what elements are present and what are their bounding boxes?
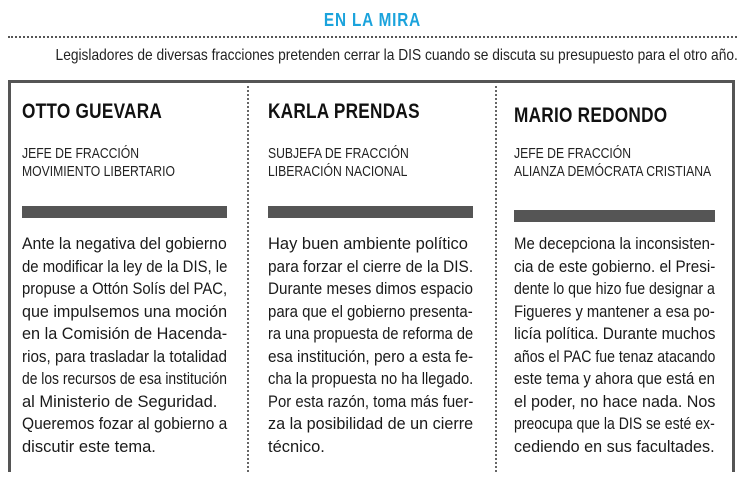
quote-line: al Ministerio de Seguridad.	[22, 392, 218, 411]
quote-line: ra una propuesta de reforma de	[268, 325, 474, 343]
quote-line: Por esta razón, toma más fuer-	[268, 392, 474, 411]
quote-line: de modificar la ley de la DIS, le	[22, 257, 228, 276]
quote-line: Hay buen ambiente político	[268, 235, 468, 253]
quote-line: Me decepciona la inconsisten-	[514, 235, 715, 253]
legislator-name: OTTO GUEVARA	[22, 100, 163, 123]
quote-line: de los recursos de esa institución	[22, 370, 227, 388]
role-party: LIBERACIÓN NACIONAL	[268, 164, 408, 180]
column-divider-1	[247, 86, 249, 472]
section-title: EN LA MIRA	[323, 10, 422, 30]
quote-line: cia de este gobierno. el Presi-	[514, 257, 716, 276]
quote-line: propuse a Ottón Solís del PAC,	[22, 280, 228, 298]
quote-line: el poder, no hace nada. Nos	[514, 392, 716, 411]
quote-line: cediendo en sus facultades.	[514, 437, 715, 456]
quote-line: técnico.	[268, 437, 325, 456]
role-title: JEFE DE FRACCIÓN	[22, 146, 140, 162]
quote-line: licía política. Durante muchos	[514, 325, 716, 343]
quote-line: Durante meses dimos espacio	[268, 280, 473, 298]
quote-text	[514, 233, 715, 458]
separator-bar	[268, 206, 473, 218]
subtitle-text: Legisladores de diversas fracciones pretenden cerrar la DIS cuando se discuta su presupuesto para el otro año.	[55, 47, 738, 64]
quote-line: discutir este tema.	[22, 437, 156, 456]
legislator-name: MARIO REDONDO	[514, 104, 668, 127]
separator-bar	[514, 210, 715, 222]
role-party: MOVIMIENTO LIBERTARIO	[22, 164, 175, 180]
quote-text	[268, 233, 473, 458]
quote-line: dente lo que hizo fue designar a	[514, 280, 715, 298]
quote-line: rios, para trasladar la totalidad	[22, 347, 227, 366]
quote-line: para que el gobierno presenta-	[268, 302, 473, 321]
quote-line: que impulsemos una moción	[22, 302, 228, 321]
quote-line: Queremos fozar al gobierno a	[22, 415, 228, 433]
separator-bar	[22, 206, 227, 218]
legislator-role	[22, 145, 175, 181]
quote-line: preocupa que la DIS se esté ex-	[514, 415, 715, 433]
role-party: ALIANZA DEMÓCRATA CRISTIANA	[514, 164, 712, 180]
quote-line: en la Comisión de Hacenda-	[22, 325, 228, 343]
legislator-role	[514, 145, 711, 181]
legislator-role	[268, 145, 409, 181]
quote-text	[22, 233, 227, 458]
dotted-divider	[8, 36, 737, 38]
legislator-name: KARLA PRENDAS	[268, 100, 420, 123]
quote-line: esa institución, pero a esta fe-	[268, 347, 474, 366]
quote-line: para forzar el cierre de la DIS.	[268, 257, 474, 276]
quote-line: Figueres y mantener a esa po-	[514, 302, 715, 321]
role-title: SUBJEFA DE FRACCIÓN	[268, 146, 409, 162]
quote-line: za la posibilidad de un cierre	[268, 415, 474, 433]
role-title: JEFE DE FRACCIÓN	[514, 146, 632, 162]
quote-line: cha la propuesta no ha llegado.	[268, 370, 474, 388]
quote-line: Ante la negativa del gobierno	[22, 235, 227, 253]
quote-line: años el PAC fue tenaz atacando	[514, 347, 716, 366]
subtitle	[0, 47, 745, 65]
quote-line: este tema y ahora que está en	[514, 370, 715, 388]
column-divider-2	[495, 86, 497, 472]
